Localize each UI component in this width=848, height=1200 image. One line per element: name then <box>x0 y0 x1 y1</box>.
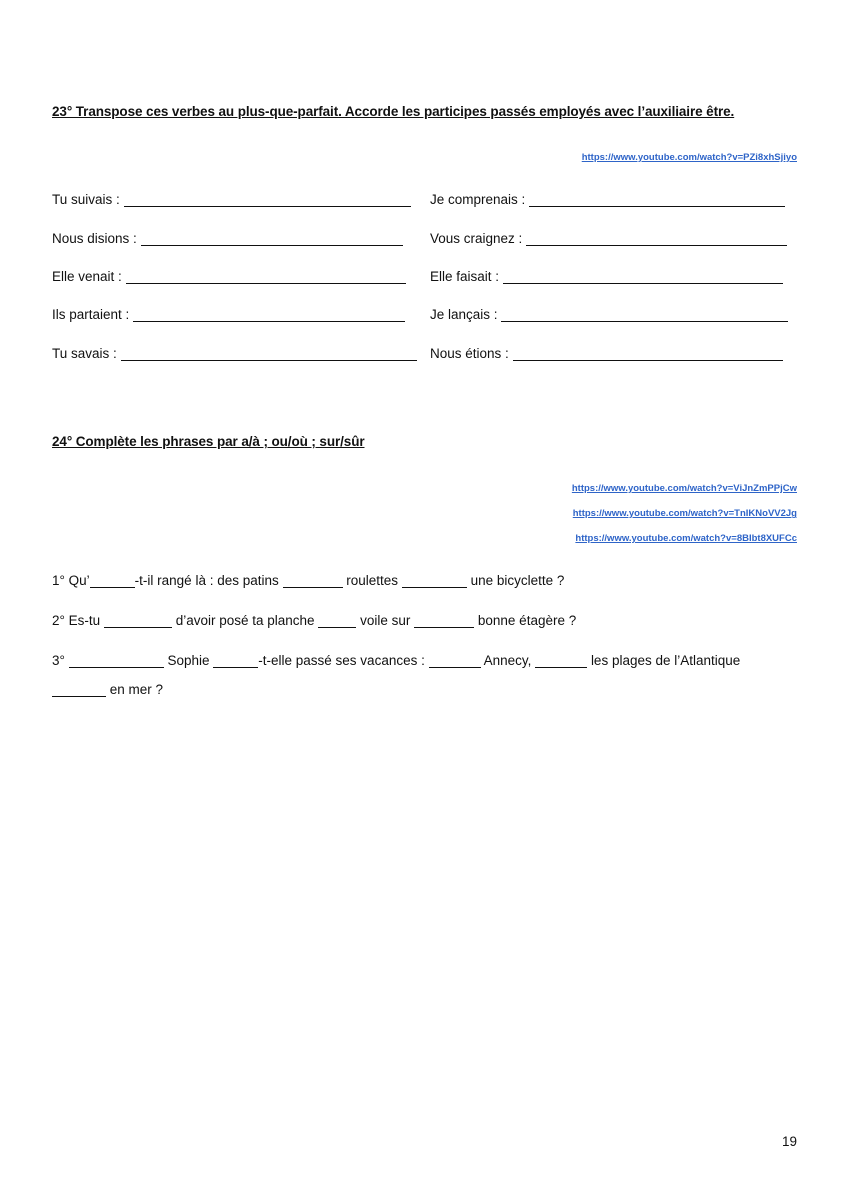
page-number: 19 <box>781 1134 797 1149</box>
verb-row <box>52 231 403 246</box>
exercise-23-title: 23° Transpose ces verbes au plus-que-parfait. Accorde les participes passés employés avec l’auxiliaire être. <box>52 104 735 119</box>
sentence-3 <box>52 653 740 668</box>
answer-blank[interactable] <box>141 232 403 247</box>
verb-row <box>430 307 788 322</box>
sentence-text: les plages de l’Atlantique <box>590 653 741 668</box>
verb-label: Nous étions : <box>430 346 509 361</box>
answer-blank[interactable] <box>90 574 135 589</box>
answer-blank[interactable] <box>283 574 343 589</box>
verb-label: Tu suivais : <box>52 192 120 207</box>
verb-label: Je comprenais : <box>430 192 526 207</box>
answer-blank[interactable] <box>318 614 356 629</box>
sentence-text: roulettes <box>346 573 399 588</box>
answer-blank[interactable] <box>126 270 406 285</box>
verb-row <box>430 192 785 207</box>
sentence-1 <box>52 573 564 588</box>
verb-label: Ils partaient : <box>52 307 130 322</box>
verb-label: Elle faisait : <box>430 269 500 284</box>
answer-blank[interactable] <box>429 654 481 669</box>
youtube-link-24-3[interactable]: https://www.youtube.com/watch?v=8BIbt8XUFCc <box>575 533 797 544</box>
answer-blank[interactable] <box>121 347 417 362</box>
verb-row <box>430 269 783 284</box>
answer-blank[interactable] <box>526 232 787 247</box>
answer-blank[interactable] <box>529 193 785 208</box>
sentence-3-continued <box>52 682 163 697</box>
youtube-link-23[interactable]: https://www.youtube.com/watch?v=PZi8xhSjiyo <box>581 152 797 163</box>
verb-row <box>52 346 417 361</box>
verb-row <box>52 269 406 284</box>
verb-row <box>52 192 411 207</box>
verb-label: Je lançais : <box>430 307 498 322</box>
sentence-text: Sophie <box>167 653 210 668</box>
sentence-text: d’avoir posé ta planche <box>175 613 315 628</box>
youtube-link-24-2[interactable]: https://www.youtube.com/watch?v=TnIKNoVV2Jg <box>572 508 797 519</box>
sentence-text: 2° Es-tu <box>52 613 101 628</box>
sentence-text: 1° Qu’ <box>52 573 90 588</box>
exercise-24-title: 24° Complète les phrases par a/à ; ou/où ; sur/sûr <box>52 434 365 449</box>
answer-blank[interactable] <box>501 308 788 323</box>
sentence-text: bonne étagère ? <box>477 613 577 628</box>
verb-row <box>430 231 787 246</box>
answer-blank[interactable] <box>414 614 474 629</box>
sentence-text: -t-elle passé ses vacances : <box>258 653 425 668</box>
answer-blank[interactable] <box>513 347 783 362</box>
sentence-text: -t-il rangé là : des patins <box>134 573 279 588</box>
sentence-text: 3° <box>52 653 65 668</box>
answer-blank[interactable] <box>69 654 164 669</box>
sentence-text: en mer ? <box>109 682 164 697</box>
youtube-link-24-1[interactable]: https://www.youtube.com/watch?v=ViJnZmPPjCw <box>571 483 797 494</box>
sentence-2 <box>52 613 576 628</box>
answer-blank[interactable] <box>124 193 411 208</box>
verb-label: Elle venait : <box>52 269 122 284</box>
sentence-text: voile sur <box>360 613 411 628</box>
verb-label: Nous disions : <box>52 231 137 246</box>
answer-blank[interactable] <box>402 574 467 589</box>
answer-blank[interactable] <box>535 654 587 669</box>
verb-label: Tu savais : <box>52 346 117 361</box>
sentence-text: une bicyclette ? <box>470 573 565 588</box>
verb-label: Vous craignez : <box>430 231 523 246</box>
answer-blank[interactable] <box>503 270 783 285</box>
answer-blank[interactable] <box>104 614 172 629</box>
verb-row <box>52 307 405 322</box>
answer-blank[interactable] <box>213 654 258 669</box>
sentence-text: Annecy, <box>483 653 532 668</box>
answer-blank[interactable] <box>133 308 405 323</box>
verb-row <box>430 346 783 361</box>
answer-blank[interactable] <box>52 683 106 698</box>
